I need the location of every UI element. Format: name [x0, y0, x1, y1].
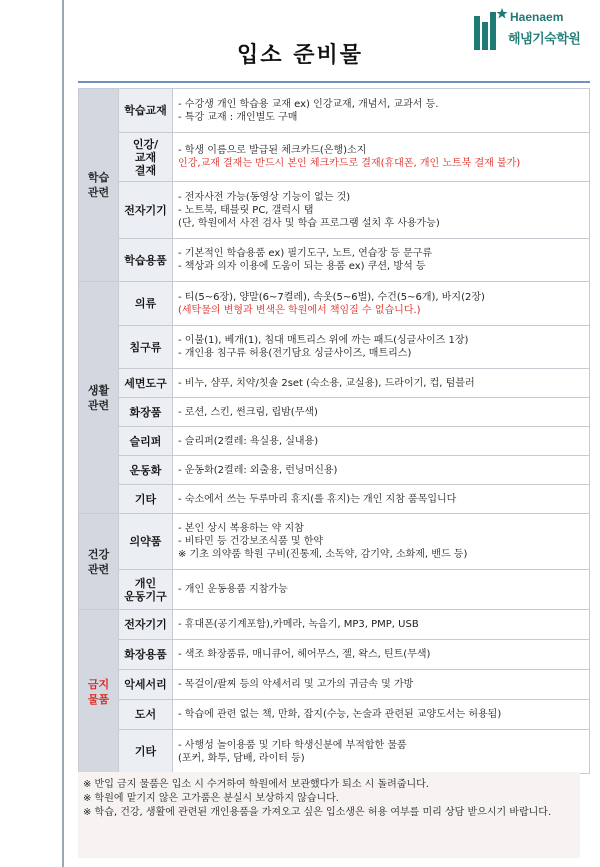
- item-description-cell: [173, 730, 590, 774]
- category-cell: 생활 관련: [79, 282, 119, 514]
- description-line: - 노트북, 태블릿 PC, 갤럭시 탭: [178, 204, 314, 216]
- footnote: ※ 반입 금지 물품은 입소 시 수거하여 학원에서 보관했다가 퇴소 시 돌려줍니다.: [83, 779, 429, 790]
- description-line: - 학습에 관련 없는 책, 만화, 잡지(수능, 논술과 관련된 교양도서는 허용됨): [178, 709, 502, 720]
- footnote: ※ 학원에 맡기지 않은 고가품은 분실시 보상하지 않습니다.: [83, 793, 339, 804]
- item-name-cell: 도서: [119, 700, 173, 730]
- item-description-cell: [173, 700, 590, 730]
- item-name-cell: 운동화: [119, 456, 173, 485]
- table-row: [79, 730, 590, 774]
- item-description-cell: [173, 670, 590, 700]
- footnote: ※ 학습, 건강, 생활에 관련된 개인용품을 가져오고 싶은 입소생은 허용 여부를 미리 상담 받으시기 바랍니다.: [83, 807, 552, 818]
- item-description-cell: [173, 514, 590, 570]
- item-description-cell: [173, 326, 590, 369]
- warning-line: (세탁물의 변형과 변색은 학원에서 책임질 수 없습니다.): [178, 304, 421, 316]
- table-row: [79, 282, 590, 326]
- item-description-cell: [173, 427, 590, 456]
- item-name-cell: 기타: [119, 485, 173, 514]
- description-line: ※ 기초 의약품 학원 구비(진통제, 소독약, 감기약, 소화제, 밴드 등): [178, 549, 468, 560]
- description-line: - 학생 이름으로 발급된 체크카드(은행)소지: [178, 145, 367, 156]
- description-line: - 휴대폰(공기계포함),카메라, 녹음기, MP3, PMP, USB: [178, 619, 419, 630]
- footnotes: [78, 772, 580, 858]
- item-description-cell: [173, 485, 590, 514]
- page-title: 입소 준비물: [237, 43, 363, 68]
- table-row: [79, 182, 590, 239]
- item-name-cell: 전자기기: [119, 182, 173, 239]
- description-line: (포커, 화투, 담배, 라이터 등): [178, 752, 305, 764]
- item-description-cell: [173, 398, 590, 427]
- item-name-cell: 학습용품: [119, 239, 173, 282]
- description-line: - 특강 교재 : 개인별도 구매: [178, 111, 298, 123]
- item-name-cell: 세면도구: [119, 369, 173, 398]
- table-row: [79, 514, 590, 570]
- item-description-cell: [173, 182, 590, 239]
- category-cell: 금지 물품: [79, 610, 119, 774]
- item-name-cell: 침구류: [119, 326, 173, 369]
- warning-line: 인강,교재 결재는 반드시 본인 체크카드로 결재(휴대폰, 개인 노트북 결재 불가): [178, 158, 521, 169]
- table-row: [79, 369, 590, 398]
- item-name-cell: 전자기기: [119, 610, 173, 640]
- table-row: [79, 670, 590, 700]
- description-line: - 비타민 등 건강보조식품 및 한약: [178, 536, 324, 547]
- table-row: [79, 133, 590, 182]
- table-row: [79, 610, 590, 640]
- item-name-cell: 화장품: [119, 398, 173, 427]
- description-line: - 로션, 스킨, 썬크림, 립밤(무색): [178, 406, 318, 418]
- table-row: [79, 456, 590, 485]
- item-description-cell: [173, 239, 590, 282]
- logo-subtitle: 해냄기숙학원: [508, 32, 581, 47]
- category-cell: 건강 관련: [79, 514, 119, 610]
- description-line: - 티(5~6장), 양말(6~7켤레), 속옷(5~6벌), 수건(5~6개), 바지(2장): [178, 291, 485, 303]
- description-line: - 수강생 개인 학습용 교재 ex) 인강교재, 개념서, 교과서 등.: [178, 98, 439, 110]
- description-line: - 비누, 샴푸, 치약/칫솔 2set (숙소용, 교실용), 드라이기, 컵, 텀블러: [178, 377, 475, 389]
- item-name-cell: 악세서리: [119, 670, 173, 700]
- item-name-cell: 개인 운동기구: [119, 570, 173, 610]
- item-description-cell: [173, 369, 590, 398]
- description-line: - 책상과 의자 이용에 도움이 되는 용품 ex) 쿠션, 방석 등: [178, 261, 426, 272]
- description-line: - 숙소에서 쓰는 두루마리 휴지(롤 휴지)는 개인 지참 품목입니다: [178, 493, 457, 505]
- description-line: - 슬리퍼(2켤레: 욕실용, 실내용): [178, 435, 319, 447]
- table-row: [79, 485, 590, 514]
- description-line: - 목걸이/팔찌 등의 악세서리 및 고가의 귀금속 및 가방: [178, 679, 414, 690]
- item-name-cell: 인강/ 교재 결재: [119, 133, 173, 182]
- description-line: - 전자사전 가능(동영상 기능이 없는 것): [178, 191, 351, 203]
- item-description-cell: [173, 133, 590, 182]
- table-row: [79, 89, 590, 133]
- table-row: [79, 326, 590, 369]
- table-row: [79, 398, 590, 427]
- table-row: [79, 570, 590, 610]
- item-name-cell: 의약품: [119, 514, 173, 570]
- supplies-table: [78, 88, 590, 774]
- description-line: - 개인용 침구류 허용(전기담요 싱글사이즈, 매트리스): [178, 348, 412, 359]
- item-name-cell: 의류: [119, 282, 173, 326]
- description-line: - 운동화(2켤레: 외출용, 런닝머신용): [178, 464, 338, 476]
- logo-name: Haenaem: [510, 10, 564, 24]
- title-underline: [78, 81, 590, 83]
- item-name-cell: 화장용품: [119, 640, 173, 670]
- description-line: - 이불(1), 베개(1), 침대 매트리스 위에 까는 패드(싱글사이즈 1장): [178, 335, 469, 346]
- item-description-cell: [173, 640, 590, 670]
- description-line: - 색조 화장품류, 매니큐어, 헤어무스, 젤, 왁스, 틴트(무색): [178, 649, 431, 660]
- item-description-cell: [173, 570, 590, 610]
- item-description-cell: [173, 610, 590, 640]
- description-line: - 기본적인 학습용품 ex) 필기도구, 노트, 연습장 등 문구류: [178, 248, 433, 259]
- table-row: [79, 700, 590, 730]
- item-description-cell: [173, 456, 590, 485]
- description-line: - 사행성 놀이용품 및 기타 학생신분에 부적합한 물품: [178, 739, 407, 751]
- description-line: - 본인 상시 복용하는 약 지참: [178, 523, 304, 534]
- table-row: [79, 640, 590, 670]
- item-name-cell: 학습교재: [119, 89, 173, 133]
- item-name-cell: 기타: [119, 730, 173, 774]
- table-row: [79, 427, 590, 456]
- item-description-cell: [173, 282, 590, 326]
- description-line: (단, 학원에서 사전 검사 및 학습 프로그램 설치 후 사용가능): [178, 217, 440, 229]
- table-row: [79, 239, 590, 282]
- item-description-cell: [173, 89, 590, 133]
- description-line: - 개인 운동용품 지참가능: [178, 584, 288, 595]
- category-cell: 학습 관련: [79, 89, 119, 282]
- item-name-cell: 슬리퍼: [119, 427, 173, 456]
